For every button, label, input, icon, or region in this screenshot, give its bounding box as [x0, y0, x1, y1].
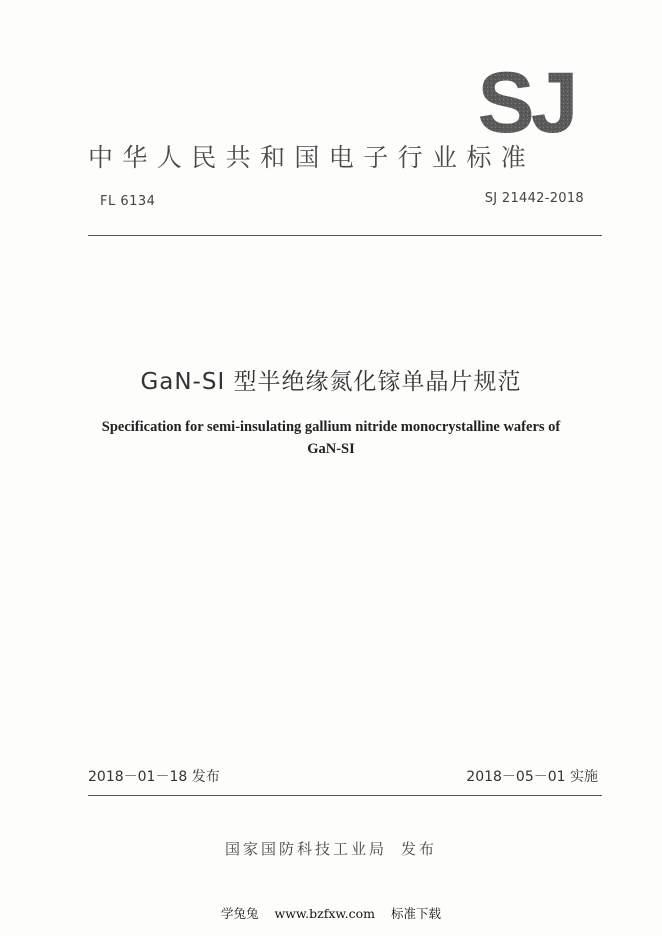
header-divider [88, 235, 602, 236]
footer-divider [88, 795, 602, 796]
subtitle-line-2: GaN-SI [307, 441, 355, 457]
document-subtitle [0, 416, 662, 460]
subtitle-line-1: Specification for semi-insulating gallium nitride monocrystalline wafers of [101, 419, 561, 435]
standard-title: 中华人民共和国电子行业标准 [88, 143, 536, 172]
footer-site-name: 学兔兔 [221, 906, 259, 921]
footer-url[interactable]: www.bzfxw.com [274, 906, 375, 921]
issue-date: 2018－01－18 发布 [88, 769, 220, 785]
footer-label: 标准下载 [390, 906, 441, 921]
publisher [0, 838, 662, 859]
standard-number: SJ 21442-2018 [484, 191, 584, 206]
download-footer [0, 904, 662, 922]
sj-logo [470, 62, 582, 138]
logo-text: SJ [477, 62, 575, 138]
publisher-name: 国家国防科技工业局 [224, 840, 387, 858]
document-title: GaN-SI 型半绝缘氮化镓单晶片规范 [140, 369, 522, 395]
publisher-action: 发布 [401, 840, 438, 858]
implementation-date: 2018－05－01 实施 [466, 769, 598, 785]
classification-code: FL 6134 [100, 194, 156, 209]
